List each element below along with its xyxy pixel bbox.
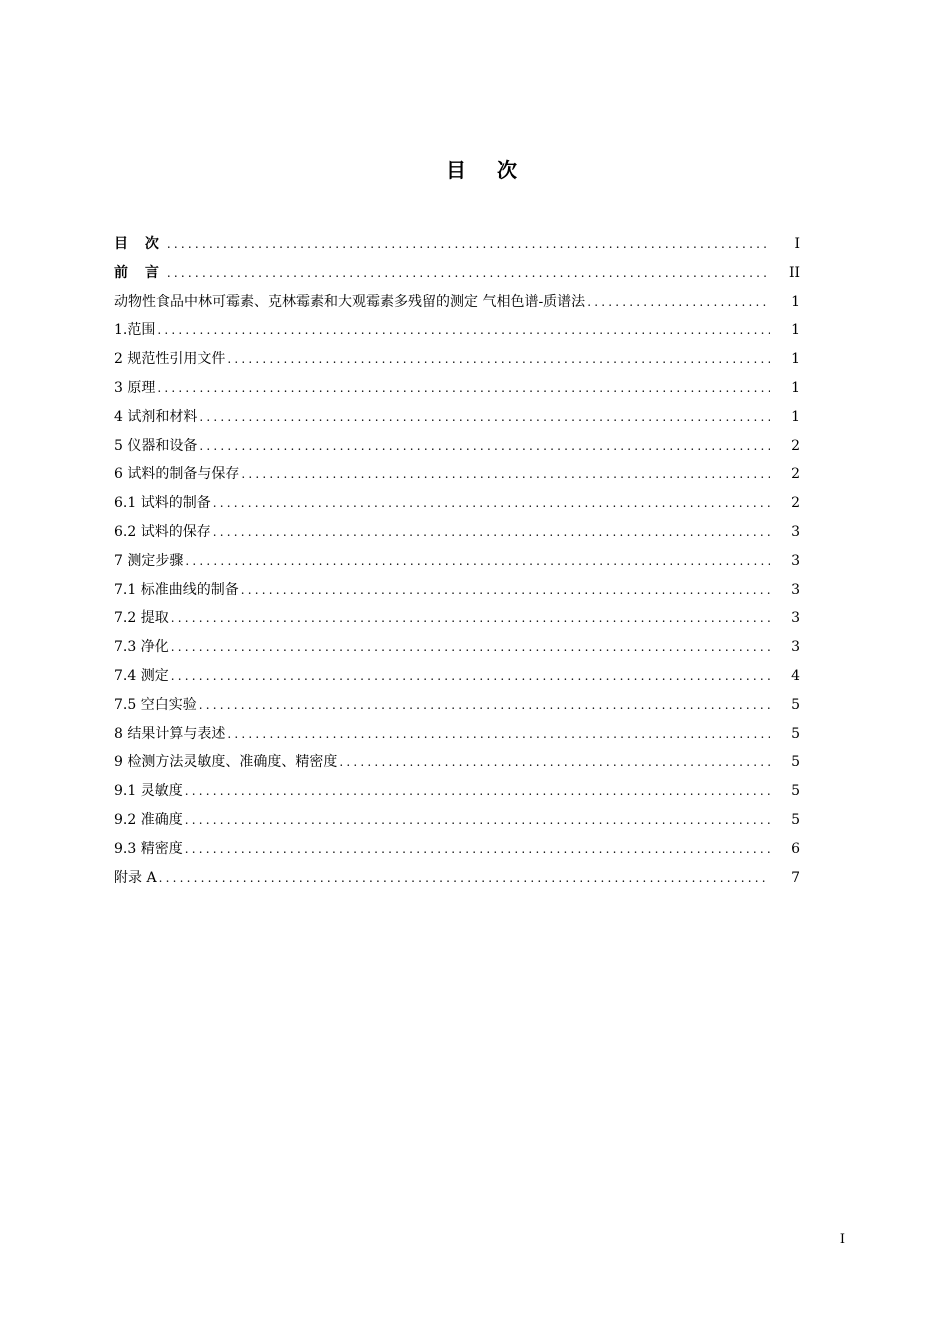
toc-entry-page: I bbox=[794, 236, 800, 252]
toc-entry[interactable] bbox=[114, 259, 800, 288]
toc-entry-page: 1 bbox=[791, 408, 800, 425]
toc-dot-leader bbox=[185, 835, 770, 864]
toc-entry-page: 2 bbox=[791, 437, 800, 454]
toc-dot-leader bbox=[587, 288, 770, 317]
toc-dot-leader bbox=[241, 576, 770, 605]
toc-entry[interactable] bbox=[114, 316, 800, 345]
toc-entry-label: 1.范围 bbox=[114, 322, 156, 339]
toc-entry-label: 9.2 准确度 bbox=[114, 811, 183, 828]
toc-dot-leader bbox=[339, 748, 770, 777]
toc-entry-label: 9 检测方法灵敏度、准确度、精密度 bbox=[114, 754, 338, 771]
toc-dot-leader bbox=[185, 806, 770, 835]
toc-dot-leader bbox=[167, 230, 770, 259]
toc-dot-leader bbox=[157, 374, 770, 403]
toc-entry-label: 2 规范性引用文件 bbox=[114, 351, 226, 368]
toc-entry[interactable] bbox=[114, 777, 800, 806]
toc-entry[interactable] bbox=[114, 547, 800, 576]
toc-entry[interactable] bbox=[114, 806, 800, 835]
toc-entry-label: 9.3 精密度 bbox=[114, 840, 183, 857]
toc-entry[interactable] bbox=[114, 403, 800, 432]
toc-dot-leader bbox=[227, 720, 770, 749]
toc-entry-label: 7.1 标准曲线的制备 bbox=[114, 581, 239, 598]
toc-entry-label: 附录 A bbox=[114, 869, 157, 886]
toc-entry[interactable] bbox=[114, 518, 800, 547]
toc-dot-leader bbox=[213, 518, 770, 547]
toc-dot-leader bbox=[171, 662, 770, 691]
toc-entry[interactable] bbox=[114, 691, 800, 720]
toc-entry[interactable] bbox=[114, 633, 800, 662]
toc-entry-label: 目 次 bbox=[114, 236, 165, 252]
toc-entry-page: 6 bbox=[791, 840, 800, 857]
toc-entry[interactable] bbox=[114, 864, 800, 893]
toc-entry-page: 1 bbox=[791, 379, 800, 396]
toc-entry-page: 5 bbox=[791, 725, 800, 742]
toc-entry-label: 7.2 提取 bbox=[114, 610, 169, 627]
toc-entry-page: 3 bbox=[791, 639, 800, 656]
toc-entry-label: 动物性食品中林可霉素、克林霉素和大观霉素多残留的测定 气相色谱-质谱法 bbox=[114, 293, 586, 310]
toc-entry-page: 2 bbox=[791, 466, 800, 483]
toc-entry-page: 1 bbox=[791, 322, 800, 339]
toc-dot-leader bbox=[199, 432, 770, 461]
toc-dot-leader bbox=[227, 345, 770, 374]
toc-dot-leader bbox=[157, 316, 770, 345]
toc-entry-page: 5 bbox=[791, 754, 800, 771]
toc-entry-page: 3 bbox=[791, 581, 800, 598]
toc-entry[interactable] bbox=[114, 835, 800, 864]
toc-entry-page: II bbox=[788, 264, 800, 281]
toc-dot-leader bbox=[199, 403, 770, 432]
toc-entry-label: 8 结果计算与表述 bbox=[114, 725, 226, 742]
toc-entry[interactable] bbox=[114, 288, 800, 317]
toc-entry-label: 6 试料的制备与保存 bbox=[114, 466, 240, 483]
toc-entry[interactable] bbox=[114, 604, 800, 633]
toc-entry-label: 7.4 测定 bbox=[114, 667, 169, 684]
toc-entry-label: 7.5 空白实验 bbox=[114, 696, 197, 713]
toc-entry[interactable] bbox=[114, 720, 800, 749]
toc-entry-label: 7.3 净化 bbox=[114, 639, 169, 656]
toc-entry[interactable] bbox=[114, 432, 800, 461]
toc-entry[interactable] bbox=[114, 576, 800, 605]
toc-entry-page: 4 bbox=[791, 667, 800, 684]
toc-entry[interactable] bbox=[114, 662, 800, 691]
toc-entry-page: 7 bbox=[791, 869, 800, 886]
toc-entry-label: 9.1 灵敏度 bbox=[114, 783, 183, 800]
toc-dot-leader bbox=[171, 633, 770, 662]
toc-dot-leader bbox=[167, 259, 770, 288]
toc-entry-page: 3 bbox=[791, 552, 800, 569]
toc-entry-page: 2 bbox=[791, 495, 800, 512]
toc-dot-leader bbox=[185, 777, 770, 806]
toc-entry-label: 6.2 试料的保存 bbox=[114, 523, 211, 540]
toc-entry-page: 1 bbox=[791, 293, 800, 310]
toc-dot-leader bbox=[241, 460, 770, 489]
toc-entry[interactable] bbox=[114, 748, 800, 777]
page-title: 目 次 bbox=[446, 158, 529, 182]
page-number: I bbox=[839, 1232, 845, 1247]
toc-dot-leader bbox=[159, 864, 770, 893]
toc-dot-leader bbox=[171, 604, 770, 633]
toc-entry[interactable] bbox=[114, 460, 800, 489]
toc-entry-page: 3 bbox=[791, 610, 800, 627]
toc-entry-page: 5 bbox=[791, 811, 800, 828]
toc-entry[interactable] bbox=[114, 230, 800, 259]
toc-entry-page: 5 bbox=[791, 783, 800, 800]
toc-entry-label: 前 言 bbox=[114, 264, 165, 281]
toc-entry-page: 3 bbox=[791, 523, 800, 540]
toc-entry-label: 7 测定步骤 bbox=[114, 552, 184, 569]
toc-entry-label: 5 仪器和设备 bbox=[114, 437, 198, 454]
toc-entry-label: 4 试剂和材料 bbox=[114, 408, 198, 425]
table-of-contents bbox=[114, 230, 800, 892]
toc-dot-leader bbox=[199, 691, 770, 720]
toc-entry-label: 3 原理 bbox=[114, 379, 156, 396]
toc-dot-leader bbox=[185, 547, 770, 576]
toc-entry-label: 6.1 试料的制备 bbox=[114, 495, 211, 512]
toc-entry[interactable] bbox=[114, 374, 800, 403]
toc-entry[interactable] bbox=[114, 345, 800, 374]
toc-entry-page: 5 bbox=[791, 696, 800, 713]
toc-entry-page: 1 bbox=[791, 351, 800, 368]
toc-dot-leader bbox=[213, 489, 770, 518]
toc-entry[interactable] bbox=[114, 489, 800, 518]
